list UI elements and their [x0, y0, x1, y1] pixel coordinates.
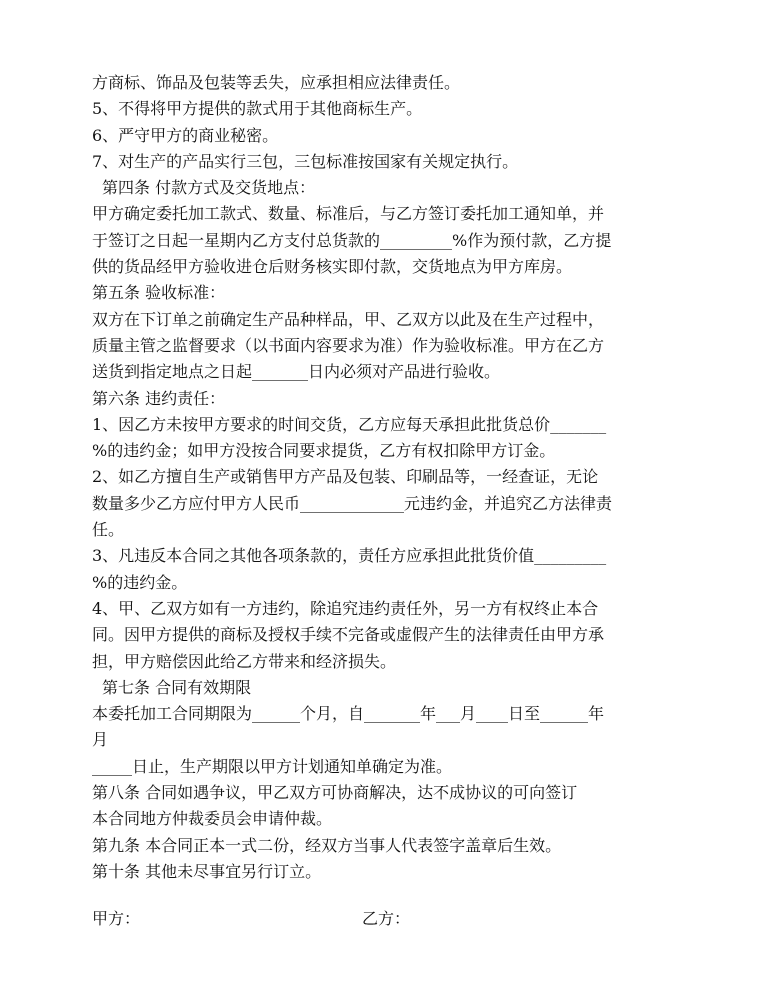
text-line: 质量主管之监督要求（以书面内容要求为准）作为验收标准。甲方在乙方 [92, 335, 605, 355]
text-line: 担，甲方赔偿因此给乙方带来和经济损失。 [92, 651, 397, 671]
text-line: 7、对生产的产品实行三包，三包标准按国家有关规定执行。 [92, 151, 519, 171]
text-line: %的违约金。 [92, 572, 188, 592]
section-heading-9: 第九条 本合同正本一式二份，经双方当事人代表签字盖章后生效。 [92, 835, 562, 855]
text-line: 于签订之日起一星期内乙方支付总货款的_________%作为预付款，乙方提 [92, 230, 612, 250]
section-heading-8: 第八条 合同如遇争议，甲乙双方可协商解决，达不成协议的可向签订 [92, 783, 578, 803]
text-line: 送货到指定地点之日起_______日内必须对产品进行验收。 [92, 362, 501, 382]
text-line: 4、甲、乙双方如有一方违约，除追究违约责任外，另一方有权终止本合 [92, 598, 599, 618]
text-line: 双方在下订单之前确定生产品种样品，甲、乙双方以此及在生产过程中， [92, 309, 605, 329]
section-heading-5: 第五条 验收标准： [92, 283, 226, 303]
text-line: 月 [92, 730, 109, 750]
text-line: 1、因乙方未按甲方要求的时间交货，乙方应每天承担此批货总价_______ [92, 414, 607, 434]
text-line: 甲方确定委托加工款式、数量、标准后，与乙方签订委托加工通知单，并 [92, 204, 605, 224]
text-line: 本委托加工合同期限为______个月，自_______年___月____日至______年 [92, 704, 605, 724]
text-line: %的违约金；如甲方没按合同要求提货，乙方有权扣除甲方订金。 [92, 441, 556, 461]
text-line: 任。 [92, 520, 125, 540]
text-line: 数量多少乙方应付甲方人民币_____________元违约金，并追究乙方法律责 [92, 493, 613, 513]
text-line: 本合同地方仲裁委员会申请仲裁。 [92, 809, 333, 829]
section-heading-6: 第六条 违约责任： [92, 388, 226, 408]
party-b-signature-label: 乙方： [362, 909, 411, 928]
text-line: 方商标、饰品及包装等丢失，应承担相应法律责任。 [92, 73, 461, 92]
text-line: 同。因甲方提供的商标及授权手续不完备或虚假产生的法律责任由甲方承 [92, 625, 605, 645]
text-line: 2、如乙方擅自生产或销售甲方产品及包装、印刷品等，一经查证，无论 [92, 467, 599, 487]
text-line: 供的货品经甲方验收进仓后财务核实即付款，交货地点为甲方库房。 [92, 257, 573, 277]
text-line: 3、凡违反本合同之其他各项条款的，责任方应承担此批货价值_________ [92, 546, 607, 566]
text-line: 6、严守甲方的商业秘密。 [92, 125, 279, 145]
party-a-signature-label: 甲方： [92, 909, 141, 928]
contract-body [92, 70, 692, 885]
section-heading-10: 第十条 其他未尽事宜另行订立。 [92, 861, 322, 881]
section-heading-7: 第七条 合同有效期限 [102, 677, 252, 697]
text-line: _____日止，生产期限以甲方计划通知单确定为准。 [92, 756, 453, 776]
text-line: 5、不得将甲方提供的款式用于其他商标生产。 [92, 99, 423, 119]
section-heading-4: 第四条 付款方式及交货地点： [102, 178, 316, 198]
